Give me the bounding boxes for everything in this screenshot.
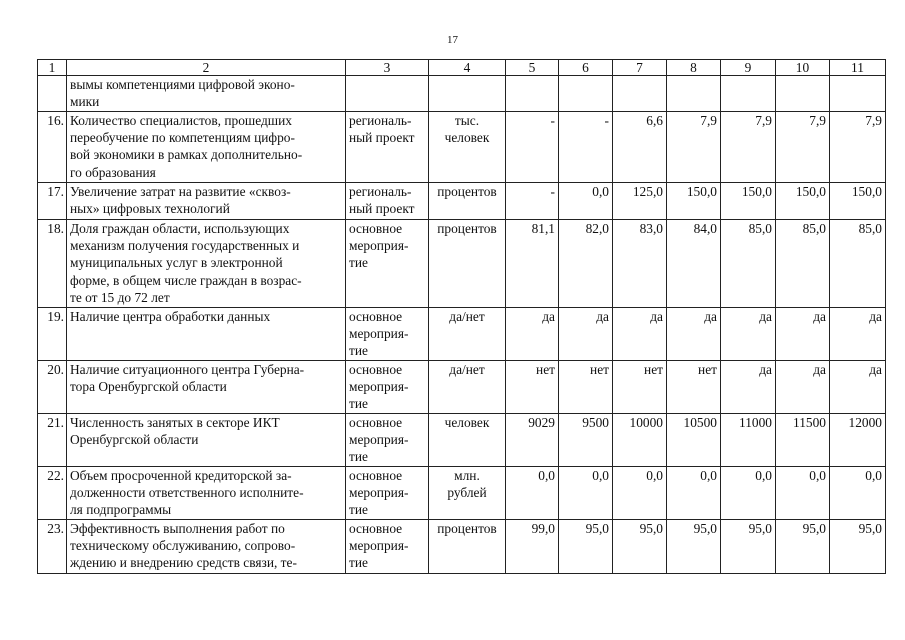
indicator-type: основное мероприя- тие (346, 361, 429, 414)
row-number: 20. (38, 361, 67, 414)
value-cell: - (559, 112, 613, 183)
table-row (38, 414, 886, 467)
table-row (38, 467, 886, 520)
value-cell: 12000 (830, 414, 886, 467)
table-row (38, 112, 886, 183)
column-header: 6 (559, 60, 613, 76)
value-cell: да (721, 361, 776, 414)
value-cell: 81,1 (506, 220, 559, 308)
indicator-type: основное мероприя- тие (346, 414, 429, 467)
indicator-type: основное мероприя- тие (346, 308, 429, 361)
column-header: 11 (830, 60, 886, 76)
value-cell: 9500 (559, 414, 613, 467)
row-number: 18. (38, 220, 67, 308)
indicator-name: Количество специалистов, прошедших переобучение по компетенциям цифро- вой экономики в рамках дополнительно- го образования (67, 112, 346, 183)
header-row (38, 60, 886, 76)
column-header: 3 (346, 60, 429, 76)
row-number: 16. (38, 112, 67, 183)
row-number: 17. (38, 183, 67, 220)
column-header: 7 (613, 60, 667, 76)
value-cell: 7,9 (721, 112, 776, 183)
value-cell: 95,0 (559, 520, 613, 574)
unit-cell: да/нет (429, 308, 506, 361)
value-cell: 0,0 (830, 467, 886, 520)
page-number: 17 (447, 34, 458, 46)
value-cell (776, 76, 830, 112)
value-cell: 10500 (667, 414, 721, 467)
unit-cell: да/нет (429, 361, 506, 414)
value-cell (559, 76, 613, 112)
value-cell: 150,0 (776, 183, 830, 220)
value-cell (613, 76, 667, 112)
unit-cell (429, 76, 506, 112)
value-cell: 85,0 (830, 220, 886, 308)
indicator-name: Эффективность выполнения работ по техническому обслуживанию, сопрово- ждению и внедрению средств связи, те- (67, 520, 346, 574)
value-cell: 95,0 (667, 520, 721, 574)
value-cell: 0,0 (667, 467, 721, 520)
unit-cell: тыс. человек (429, 112, 506, 183)
column-header: 5 (506, 60, 559, 76)
value-cell: 150,0 (721, 183, 776, 220)
indicator-name: вымы компетенциями цифровой эконо- мики (67, 76, 346, 112)
value-cell: да (559, 308, 613, 361)
table-row (38, 361, 886, 414)
value-cell: 0,0 (559, 183, 613, 220)
value-cell: - (506, 112, 559, 183)
indicator-name: Наличие ситуационного центра Губерна- тора Оренбургской области (67, 361, 346, 414)
value-cell (506, 76, 559, 112)
value-cell: 11000 (721, 414, 776, 467)
value-cell: да (721, 308, 776, 361)
column-header: 4 (429, 60, 506, 76)
value-cell: 7,9 (776, 112, 830, 183)
value-cell: 99,0 (506, 520, 559, 574)
value-cell: да (613, 308, 667, 361)
value-cell: 7,9 (667, 112, 721, 183)
indicator-type (346, 76, 429, 112)
value-cell: нет (506, 361, 559, 414)
value-cell: 0,0 (559, 467, 613, 520)
column-header: 9 (721, 60, 776, 76)
value-cell: 95,0 (830, 520, 886, 574)
value-cell: 84,0 (667, 220, 721, 308)
indicator-type: основное мероприя- тие (346, 520, 429, 574)
value-cell: да (830, 361, 886, 414)
value-cell: да (667, 308, 721, 361)
table-row (38, 76, 886, 112)
value-cell: да (776, 308, 830, 361)
indicators-table (37, 59, 886, 574)
value-cell: - (506, 183, 559, 220)
unit-cell: процентов (429, 183, 506, 220)
indicator-type: основное мероприя- тие (346, 220, 429, 308)
value-cell: 0,0 (776, 467, 830, 520)
row-number: 23. (38, 520, 67, 574)
indicator-name: Объем просроченной кредиторской за- долженности ответственного исполните- ля подпрограммы (67, 467, 346, 520)
unit-cell: процентов (429, 220, 506, 308)
value-cell: 11500 (776, 414, 830, 467)
indicator-name: Доля граждан области, использующих механизм получения государственных и муниципальных услуг в электронной форме, в общем числе граждан в возрас- те от 15 до 72 лет (67, 220, 346, 308)
value-cell: 150,0 (667, 183, 721, 220)
table-row (38, 183, 886, 220)
value-cell: нет (667, 361, 721, 414)
table-row (38, 308, 886, 361)
value-cell: 0,0 (506, 467, 559, 520)
column-header: 2 (67, 60, 346, 76)
indicator-name: Наличие центра обработки данных (67, 308, 346, 361)
value-cell: 95,0 (613, 520, 667, 574)
value-cell: 95,0 (721, 520, 776, 574)
value-cell: 0,0 (721, 467, 776, 520)
column-header: 8 (667, 60, 721, 76)
value-cell: 150,0 (830, 183, 886, 220)
value-cell: нет (613, 361, 667, 414)
indicator-name: Численность занятых в секторе ИКТ Оренбургской области (67, 414, 346, 467)
value-cell: 125,0 (613, 183, 667, 220)
value-cell: 82,0 (559, 220, 613, 308)
unit-cell: млн. рублей (429, 467, 506, 520)
value-cell: 85,0 (776, 220, 830, 308)
value-cell (667, 76, 721, 112)
value-cell: 0,0 (613, 467, 667, 520)
row-number (38, 76, 67, 112)
value-cell: 95,0 (776, 520, 830, 574)
row-number: 21. (38, 414, 67, 467)
value-cell: да (776, 361, 830, 414)
value-cell: да (830, 308, 886, 361)
table-row (38, 520, 886, 574)
value-cell: 6,6 (613, 112, 667, 183)
column-header: 1 (38, 60, 67, 76)
value-cell (830, 76, 886, 112)
value-cell: 7,9 (830, 112, 886, 183)
value-cell: 85,0 (721, 220, 776, 308)
unit-cell: человек (429, 414, 506, 467)
value-cell: нет (559, 361, 613, 414)
indicator-type: основное мероприя- тие (346, 467, 429, 520)
value-cell: да (506, 308, 559, 361)
indicator-name: Увеличение затрат на развитие «сквоз- ных» цифровых технологий (67, 183, 346, 220)
row-number: 19. (38, 308, 67, 361)
value-cell: 83,0 (613, 220, 667, 308)
unit-cell: процентов (429, 520, 506, 574)
table-row (38, 220, 886, 308)
indicator-type: региональ- ный проект (346, 112, 429, 183)
value-cell: 9029 (506, 414, 559, 467)
row-number: 22. (38, 467, 67, 520)
table-body (38, 60, 886, 574)
value-cell: 10000 (613, 414, 667, 467)
value-cell (721, 76, 776, 112)
indicator-type: региональ- ный проект (346, 183, 429, 220)
column-header: 10 (776, 60, 830, 76)
